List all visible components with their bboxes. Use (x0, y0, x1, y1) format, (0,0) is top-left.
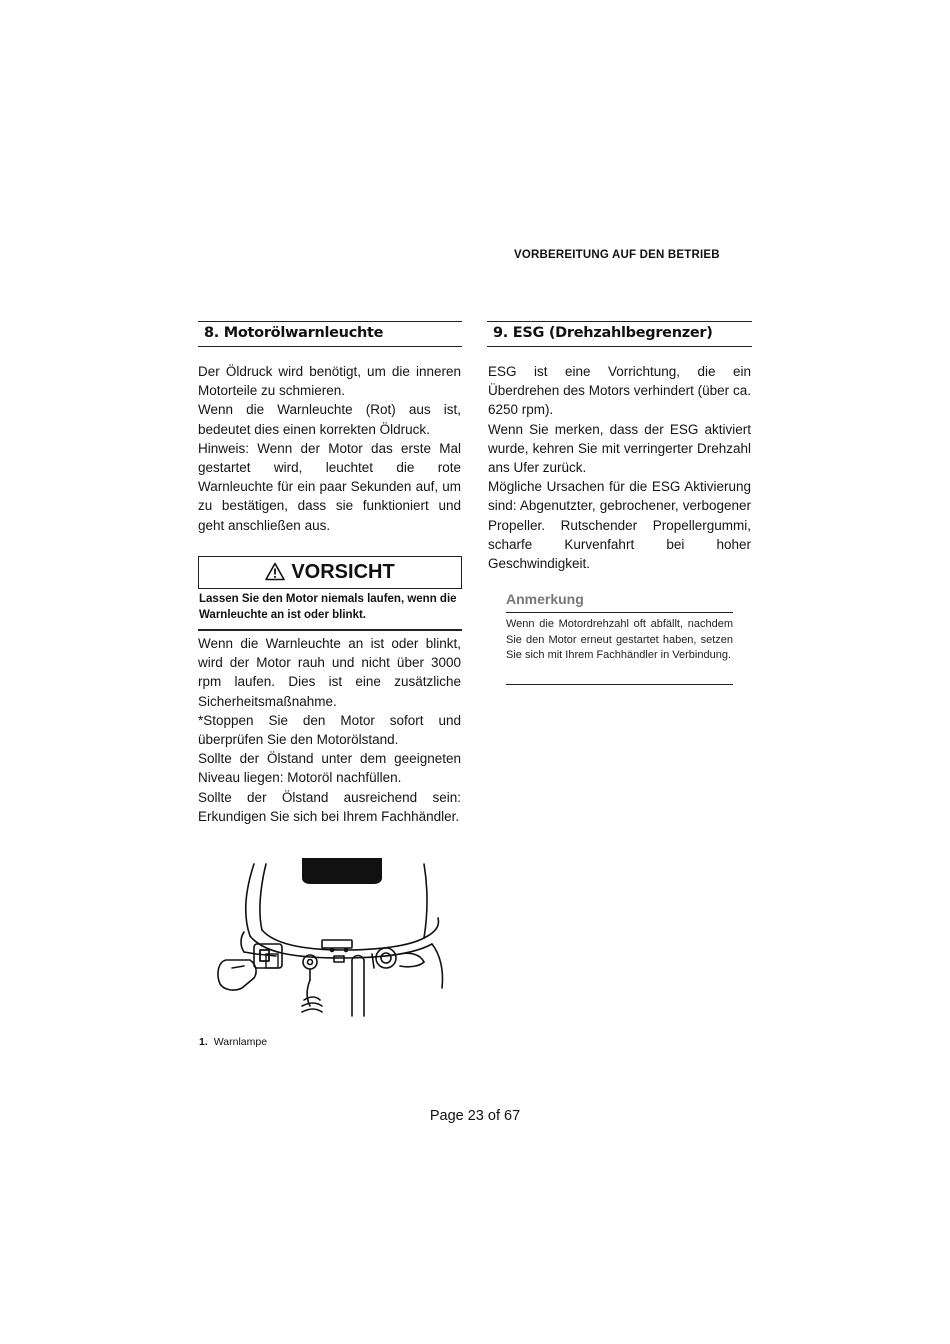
warning-triangle-icon (265, 562, 285, 581)
note-text (506, 617, 733, 664)
caption-text: Warnlampe (213, 1036, 268, 1048)
section-9-body (488, 362, 751, 573)
caution-box (198, 556, 462, 589)
paragraph: Der Öldruck wird benötigt, um die inneren Motorteile zu schmieren. (198, 364, 461, 399)
paragraph: *Stoppen Sie den Motor sofort und überprüfen Sie den Motorölstand. (198, 712, 461, 748)
section-9-heading: 9. ESG (Drehzahlbegrenzer) (487, 321, 752, 347)
paragraph: Sollte der Ölstand ausreichend sein: Erkundigen Sie sich bei Ihrem Fachhändler. (198, 789, 461, 824)
paragraph: Wenn die Warnleuchte (Rot) aus ist, bedeutet dies einen korrekten Öldruck. (198, 402, 461, 437)
section-8-heading: 8. Motorölwarnleuchte (198, 321, 462, 347)
note-title: Anmerkung (506, 591, 584, 607)
note-top-rule (506, 612, 733, 613)
section-8-body (198, 362, 461, 535)
caption-number: 1. (199, 1036, 208, 1048)
paragraph: Sollte der Ölstand unter dem geeigneten Niveau liegen: Motoröl nachfüllen. (198, 751, 461, 786)
paragraph: Wenn Sie merken, dass der ESG aktiviert wurde, kehren Sie mit verringerter Drehzahl ans Ufer zurück. (488, 421, 751, 476)
running-header: VORBEREITUNG AUF DEN BETRIEB (514, 249, 720, 261)
paragraph: ESG ist eine Vorrichtung, die ein Überdrehen des Motors verhindert (über ca. 6250 rpm). (488, 364, 751, 418)
caution-divider (198, 629, 462, 631)
paragraph: Mögliche Ursachen für die ESG Aktivierung sind: Abgenutzter, gebrochener, verbogener Propeller. Rutschender Propellergummi, scharfe Kurvenfahrt bei hoher Geschwindigkeit. (488, 479, 751, 572)
engine-warning-lamp-illustration (214, 858, 450, 1018)
section-8-body-continued (198, 634, 461, 826)
note-paragraph: Wenn die Motordrehzahl oft abfällt, nachdem Sie den Motor erneut gestartet haben, setzen Sie sich mit Ihrem Fachhändler in Verbindung. (506, 618, 733, 661)
caution-title: VORSICHT (291, 561, 395, 583)
figure-caption (199, 1036, 267, 1048)
page-number: Page 23 of 67 (429, 1108, 521, 1124)
note-bottom-rule (506, 684, 733, 685)
paragraph: Wenn die Warnleuchte an ist oder blinkt, wird der Motor rauh und nicht über 3000 rpm laufen. Dies ist eine zusätzliche Sicherheitsmaßnahme. (198, 636, 461, 709)
paragraph: Hinweis: Wenn der Motor das erste Mal gestartet wird, leuchtet die rote Warnleuchte für ein paar Sekunden auf, um zu bestätigen, dass sie funktioniert und geht anschließen aus. (198, 440, 461, 533)
caution-subtext: Lassen Sie den Motor niemals laufen, wenn die Warnleuchte an ist oder blinkt. (199, 593, 457, 621)
